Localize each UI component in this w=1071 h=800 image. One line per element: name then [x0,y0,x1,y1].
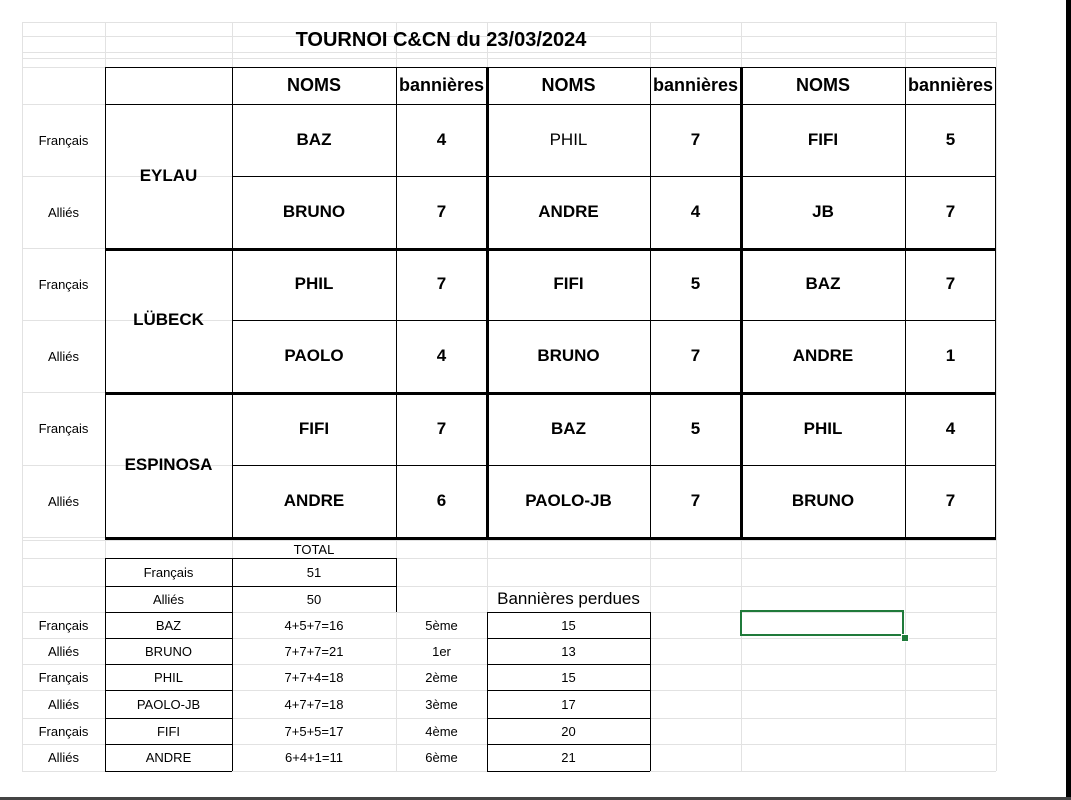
player-lost[interactable]: 15 [561,669,576,685]
player-calc[interactable]: 7+7+4=18 [284,669,344,685]
player-name[interactable]: ANDRE [792,346,854,365]
side-label[interactable]: Français [38,421,89,436]
player-side[interactable]: Français [38,723,89,739]
banner-score[interactable]: 6 [436,491,447,510]
player-rank[interactable]: 2ème [425,669,458,685]
header-bannieres[interactable]: bannières [652,75,739,95]
player-lost[interactable]: 21 [561,750,576,765]
player-name[interactable]: ANDRE [283,491,345,510]
banner-score[interactable]: 7 [945,491,956,510]
table-border [650,612,651,771]
player-name[interactable]: BRUNO [537,346,600,365]
player-name[interactable]: ANDRE [145,750,192,765]
banner-score[interactable]: 7 [945,274,956,293]
window-edge [1066,0,1071,800]
player-name[interactable]: PHIL [154,669,183,685]
player-name[interactable]: ANDRE [538,202,599,221]
player-name[interactable]: FIFI [807,130,839,149]
banner-score[interactable]: 7 [436,418,447,438]
banner-score[interactable]: 7 [436,274,447,293]
player-rank[interactable]: 4ème [425,723,458,739]
player-name[interactable]: PHIL [549,130,588,149]
player-name[interactable]: BAZ [296,130,332,149]
banner-score[interactable]: 7 [690,130,701,149]
player-name[interactable]: BRUNO [145,643,192,659]
lost-banners-label[interactable]: Bannières perdues [497,589,640,608]
player-name[interactable]: FIFI [553,274,584,293]
banner-score[interactable]: 7 [690,491,701,510]
banner-score[interactable]: 4 [945,418,956,438]
player-lost[interactable]: 13 [561,643,576,659]
player-calc[interactable]: 4+5+7=16 [284,617,344,633]
banner-score[interactable]: 4 [436,346,447,365]
player-name[interactable]: BAZ [551,418,586,438]
player-calc[interactable]: 4+7+7=18 [284,696,344,712]
banner-score[interactable]: 4 [690,202,701,221]
player-calc[interactable]: 7+5+5=17 [284,723,344,739]
player-lost[interactable]: 15 [561,617,576,633]
table-border [396,558,397,612]
fill-handle[interactable] [901,634,909,642]
player-side[interactable]: Alliés [47,750,80,765]
header-noms[interactable]: NOMS [541,75,596,95]
banner-score[interactable]: 7 [690,346,701,365]
banner-score[interactable]: 1 [945,346,956,365]
side-label[interactable]: Alliés [47,493,80,509]
selected-cell[interactable] [740,610,904,636]
player-rank[interactable]: 1er [432,643,451,659]
table-border [105,771,232,772]
player-rank[interactable]: 3ème [425,696,458,712]
player-name[interactable]: BRUNO [791,491,855,510]
player-lost[interactable]: 20 [561,723,576,739]
banner-score[interactable]: 4 [436,130,447,149]
player-name[interactable]: FIFI [156,723,181,739]
header-bannieres[interactable]: bannières [907,75,994,95]
total-label[interactable]: TOTAL [293,541,335,557]
player-calc[interactable]: 7+7+7=21 [284,643,344,659]
table-border [487,771,650,772]
player-side[interactable]: Français [38,669,89,685]
header-bannieres[interactable]: bannières [398,75,485,95]
player-name[interactable]: JB [812,202,834,221]
side-label[interactable]: Français [38,132,89,148]
player-lost[interactable]: 17 [561,696,576,712]
player-side[interactable]: Alliés [47,696,80,712]
gridline [22,58,996,59]
player-name[interactable]: BAZ [155,617,182,633]
player-name[interactable]: PAOLO-JB [525,491,612,510]
header-noms[interactable]: NOMS [796,75,850,95]
banner-score[interactable]: 7 [945,202,956,221]
total-side[interactable]: Français [143,564,194,580]
battle-name[interactable]: EYLAU [139,166,198,185]
player-name[interactable]: PAOLO-JB [136,696,201,712]
player-name[interactable]: PHIL [294,274,334,293]
banner-score[interactable]: 5 [690,274,701,293]
player-side[interactable]: Français [38,617,89,633]
side-label[interactable]: Français [38,276,89,292]
gridline [996,22,997,771]
battle-name[interactable]: ESPINOSA [124,454,213,474]
player-side[interactable]: Alliés [47,643,80,659]
total-value[interactable]: 51 [306,564,322,580]
side-label[interactable]: Alliés [47,204,80,220]
battle-name[interactable]: LÜBECK [133,310,204,329]
side-label[interactable]: Alliés [47,348,80,364]
banner-score[interactable]: 5 [690,418,701,438]
total-side[interactable]: Alliés [152,591,185,607]
sheet-title[interactable]: TOURNOI C&CN du 23/03/2024 [295,28,587,51]
player-rank[interactable]: 5ème [425,617,458,633]
player-calc[interactable]: 6+4+1=11 [285,750,343,765]
header-noms[interactable]: NOMS [287,75,341,95]
total-value[interactable]: 50 [306,591,322,607]
player-name[interactable]: PAOLO [284,346,344,365]
player-name[interactable]: BAZ [805,274,841,293]
player-rank[interactable]: 6ème [425,750,458,765]
banner-score[interactable]: 7 [436,202,447,221]
banner-score[interactable]: 5 [945,130,956,149]
player-name[interactable]: FIFI [298,418,330,438]
player-name[interactable]: BRUNO [282,202,346,221]
player-name[interactable]: PHIL [803,418,843,438]
gridline [22,540,996,541]
